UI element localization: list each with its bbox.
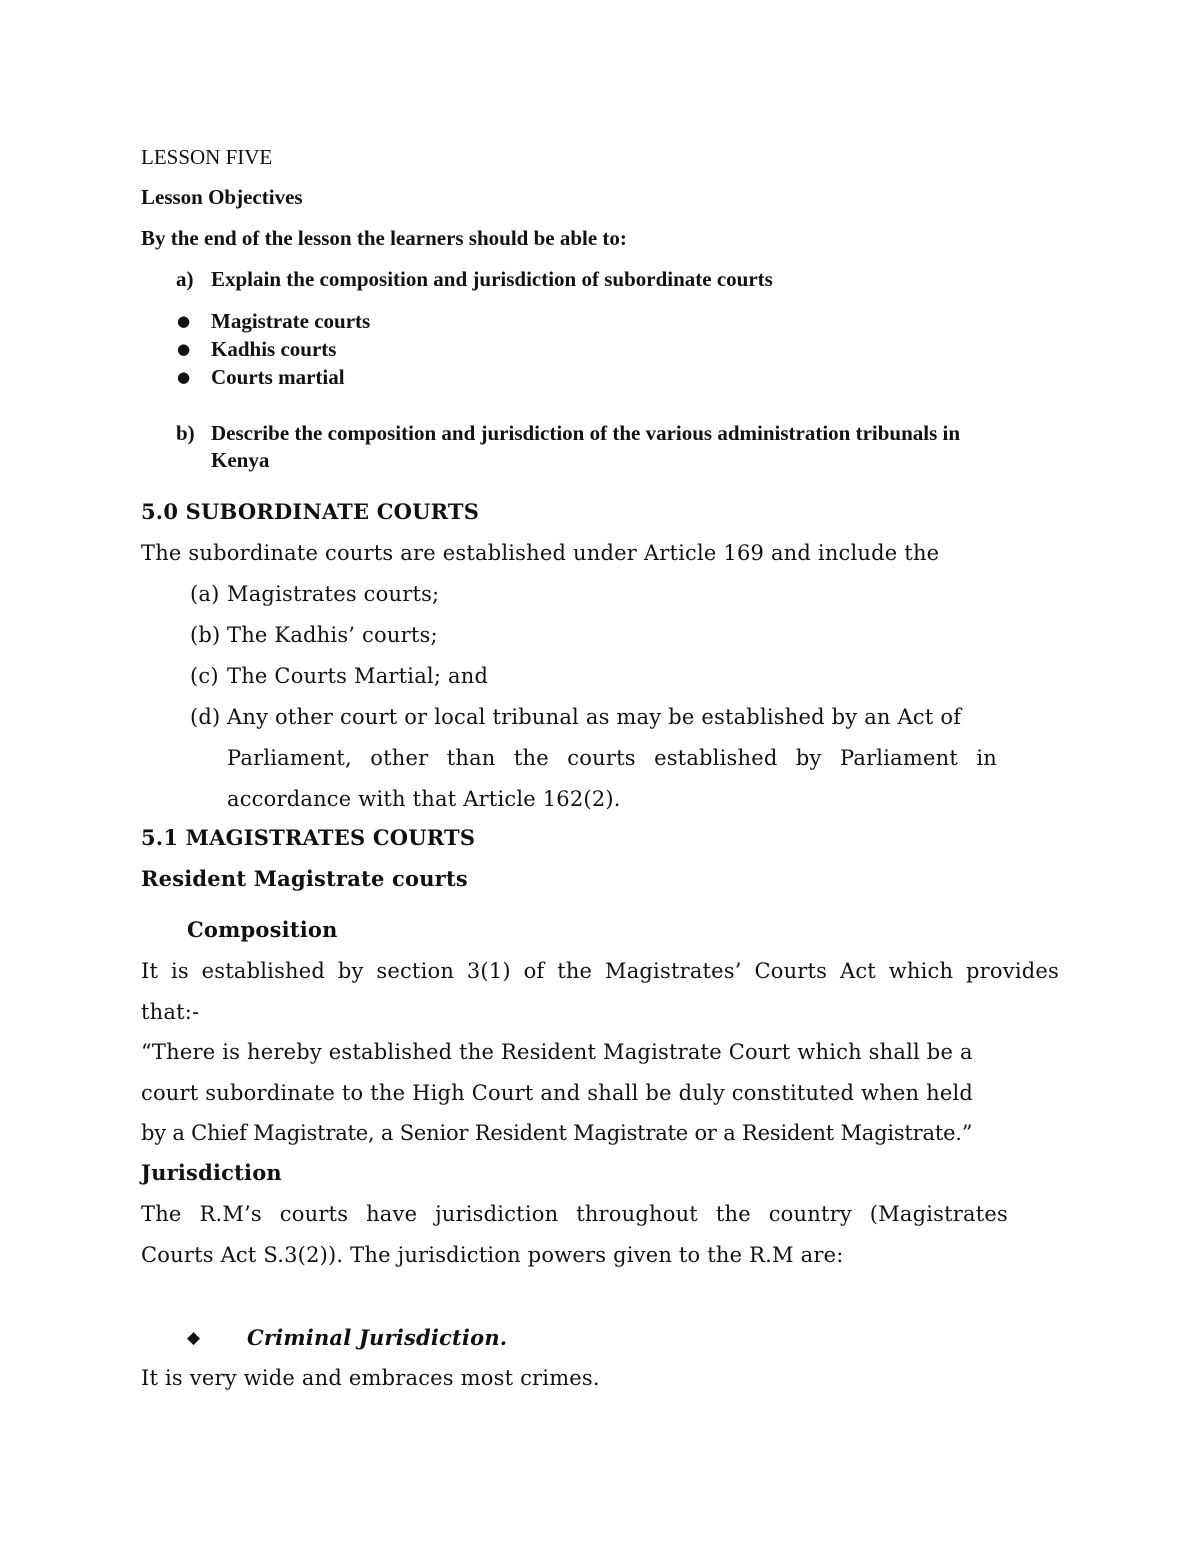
composition-heading: Composition xyxy=(187,917,338,942)
composition-quote-line2: court subordinate to the High Court and shall be duly constituted when held xyxy=(141,1081,974,1105)
objective-b-marker: b) xyxy=(176,421,195,445)
objective-bullet: Kadhis courts xyxy=(211,337,337,361)
court-item-text: The Kadhis’ courts; xyxy=(227,623,438,647)
section-5-0-heading: 5.0 SUBORDINATE COURTS xyxy=(141,499,480,524)
court-item-marker: (c) xyxy=(190,664,219,688)
jurisdiction-line1: The R.M’s courts have jurisdiction throughout the country (Magistrates xyxy=(141,1202,1008,1226)
composition-line2: that:- xyxy=(141,1000,200,1024)
objective-bullet: Courts martial xyxy=(211,365,345,389)
resident-magistrate-subheading: Resident Magistrate courts xyxy=(141,866,468,891)
criminal-jurisdiction-heading: Criminal Jurisdiction. xyxy=(247,1325,508,1350)
bullet-dot: ● xyxy=(177,368,191,386)
court-item-d-line1: Any other court or local tribunal as may be established by an Act of xyxy=(227,705,962,729)
court-item-d-line3: accordance with that Article 162(2). xyxy=(227,787,621,811)
court-item-text: Magistrates courts; xyxy=(227,582,440,606)
court-item-marker: (a) xyxy=(190,582,220,606)
objective-a-marker: a) xyxy=(176,267,194,291)
objectives-intro: By the end of the lesson the learners should be able to: xyxy=(141,226,627,250)
objective-b-text-line2: Kenya xyxy=(211,448,270,472)
diamond-bullet-icon: ◆ xyxy=(187,1328,201,1348)
objectives-heading: Lesson Objectives xyxy=(141,185,303,209)
objective-bullet: Magistrate courts xyxy=(211,309,371,333)
objective-a-text: Explain the composition and jurisdiction of subordinate courts xyxy=(211,267,773,291)
jurisdiction-heading: Jurisdiction xyxy=(141,1160,282,1185)
composition-quote-line1: “There is hereby established the Resident Magistrate Court which shall be a xyxy=(141,1040,973,1064)
court-item-d-line2: Parliament, other than the courts established by Parliament in xyxy=(227,746,997,770)
court-item-d-marker: (d) xyxy=(190,705,221,729)
lesson-title: LESSON FIVE xyxy=(141,145,273,169)
composition-quote-line3: by a Chief Magistrate, a Senior Resident Magistrate or a Resident Magistrate.” xyxy=(141,1121,973,1145)
criminal-jurisdiction-text: It is very wide and embraces most crimes. xyxy=(141,1366,600,1390)
section-5-1-heading: 5.1 MAGISTRATES COURTS xyxy=(141,825,476,850)
court-item-marker: (b) xyxy=(190,623,221,647)
objective-b-text-line1: Describe the composition and jurisdiction of the various administration tribunals in xyxy=(211,421,961,445)
jurisdiction-line2: Courts Act S.3(2)). The jurisdiction powers given to the R.M are: xyxy=(141,1243,844,1267)
bullet-dot: ● xyxy=(177,340,191,358)
bullet-dot: ● xyxy=(177,312,191,330)
section-5-0-intro: The subordinate courts are established under Article 169 and include the xyxy=(141,541,940,565)
court-item-text: The Courts Martial; and xyxy=(227,664,489,688)
composition-line1: It is established by section 3(1) of the Magistrates’ Courts Act which provides xyxy=(141,959,1059,983)
